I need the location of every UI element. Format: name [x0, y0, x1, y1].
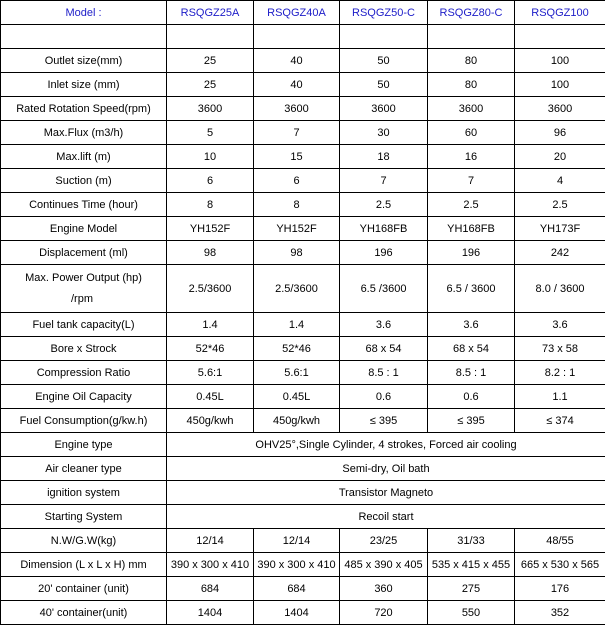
spec-label-line2: /rpm: [71, 293, 93, 305]
spec-value: 4: [515, 169, 605, 193]
spec-value: 8.2 : 1: [515, 361, 605, 385]
spec-row: [1, 49, 605, 73]
spec-value: 100: [515, 49, 605, 73]
spec-row: [1, 169, 605, 193]
blank-cell: [340, 25, 428, 49]
spec-row: [1, 409, 605, 433]
spec-value: 390 x 300 x 410: [167, 553, 254, 577]
spec-value: YH168FB: [340, 217, 428, 241]
model-name: RSQGZ50-C: [340, 1, 428, 25]
spec-value: 98: [254, 241, 340, 265]
spec-value: 3600: [254, 97, 340, 121]
spec-value: 665 x 530 x 565: [515, 553, 605, 577]
spec-value: YH173F: [515, 217, 605, 241]
spec-value: YH152F: [167, 217, 254, 241]
spec-label: ignition system: [1, 481, 167, 505]
spec-value: 1.4: [167, 313, 254, 337]
spec-label: Engine Oil Capacity: [1, 385, 167, 409]
spec-label: Continues Time (hour): [1, 193, 167, 217]
spec-value: 2.5: [340, 193, 428, 217]
spec-value: ≤ 395: [340, 409, 428, 433]
spec-value: ≤ 374: [515, 409, 605, 433]
spec-value: 360: [340, 577, 428, 601]
spec-value: 3.6: [515, 313, 605, 337]
spec-value: 8.5 : 1: [428, 361, 515, 385]
spec-row: [1, 553, 605, 577]
spec-value: 30: [340, 121, 428, 145]
spec-label: Suction (m): [1, 169, 167, 193]
spec-value-merged: Semi-dry, Oil bath: [167, 457, 605, 481]
spec-value: 68 x 54: [428, 337, 515, 361]
spec-row: [1, 265, 605, 313]
spec-value: 5: [167, 121, 254, 145]
spec-value: 450g/kwh: [254, 409, 340, 433]
spec-value: 96: [515, 121, 605, 145]
spec-value: 684: [167, 577, 254, 601]
spec-value: 1.1: [515, 385, 605, 409]
spec-value: 3.6: [340, 313, 428, 337]
spec-value: 242: [515, 241, 605, 265]
spec-value-merged: Transistor Magneto: [167, 481, 605, 505]
spec-value: 100: [515, 73, 605, 97]
spec-value: 1404: [254, 601, 340, 625]
spec-row: [1, 577, 605, 601]
spec-label: Starting System: [1, 505, 167, 529]
spec-value: 352: [515, 601, 605, 625]
blank-cell: [515, 25, 605, 49]
spec-value: ≤ 395: [428, 409, 515, 433]
spec-value: 3600: [428, 97, 515, 121]
spec-value: 5.6:1: [167, 361, 254, 385]
spec-value: 390 x 300 x 410: [254, 553, 340, 577]
spec-value: 68 x 54: [340, 337, 428, 361]
spec-value: 15: [254, 145, 340, 169]
spec-value: 196: [340, 241, 428, 265]
spec-value: 7: [428, 169, 515, 193]
spec-label: Compression Ratio: [1, 361, 167, 385]
spec-value: 60: [428, 121, 515, 145]
spec-value: 25: [167, 49, 254, 73]
spec-value: 2.5: [428, 193, 515, 217]
spec-value: YH152F: [254, 217, 340, 241]
spec-value: 52*46: [254, 337, 340, 361]
spec-label: Engine Model: [1, 217, 167, 241]
spec-label: Engine type: [1, 433, 167, 457]
spec-label: Air cleaner type: [1, 457, 167, 481]
spec-value: 0.45L: [167, 385, 254, 409]
spec-label: Displacement (ml): [1, 241, 167, 265]
spec-row-merged: [1, 505, 605, 529]
spec-value: 5.6:1: [254, 361, 340, 385]
spec-label: Max.lift (m): [1, 145, 167, 169]
spec-value: 3.6: [428, 313, 515, 337]
spec-value: 6: [254, 169, 340, 193]
spec-value: 23/25: [340, 529, 428, 553]
model-name: RSQGZ100: [515, 1, 605, 25]
spec-row: [1, 529, 605, 553]
blank-cell: [167, 25, 254, 49]
spec-row: [1, 601, 605, 625]
spec-value: 12/14: [167, 529, 254, 553]
spec-row: [1, 73, 605, 97]
spec-value: 10: [167, 145, 254, 169]
model-name: RSQGZ40A: [254, 1, 340, 25]
spec-value: 20: [515, 145, 605, 169]
spec-value: 0.45L: [254, 385, 340, 409]
model-name: RSQGZ80-C: [428, 1, 515, 25]
spec-value: 0.6: [340, 385, 428, 409]
spec-value: 3600: [340, 97, 428, 121]
model-header-label: Model :: [1, 1, 167, 25]
spec-row: [1, 97, 605, 121]
spec-row: [1, 337, 605, 361]
spec-value: 12/14: [254, 529, 340, 553]
spec-value: 485 x 390 x 405: [340, 553, 428, 577]
spec-row: [1, 193, 605, 217]
spec-value: 535 x 415 x 455: [428, 553, 515, 577]
spec-value: 98: [167, 241, 254, 265]
spec-value: 2.5/3600: [254, 265, 340, 313]
spec-value: 684: [254, 577, 340, 601]
spec-value: 52*46: [167, 337, 254, 361]
spec-value: 80: [428, 49, 515, 73]
spec-row-merged: [1, 481, 605, 505]
spec-value: 1.4: [254, 313, 340, 337]
spec-row-merged: [1, 433, 605, 457]
spec-row: [1, 385, 605, 409]
spec-value: 6.5 / 3600: [428, 265, 515, 313]
spec-row: [1, 241, 605, 265]
spec-row: [1, 313, 605, 337]
spec-value: 8.5 : 1: [340, 361, 428, 385]
spec-value: 6.5 /3600: [340, 265, 428, 313]
spec-value-merged: Recoil start: [167, 505, 605, 529]
spec-label: Max.Flux (m3/h): [1, 121, 167, 145]
spec-value: 176: [515, 577, 605, 601]
spec-label: Fuel tank capacity(L): [1, 313, 167, 337]
spec-value: 31/33: [428, 529, 515, 553]
blank-cell: [1, 25, 167, 49]
spec-label: [1, 265, 167, 313]
spec-value: 3600: [515, 97, 605, 121]
header-row: [1, 1, 605, 25]
spec-label: N.W/G.W(kg): [1, 529, 167, 553]
spec-value: 1404: [167, 601, 254, 625]
spec-value: 40: [254, 73, 340, 97]
spec-value: 48/55: [515, 529, 605, 553]
spec-value: 80: [428, 73, 515, 97]
spec-label-line1: Max. Power Output (hp): [25, 272, 142, 284]
spec-value: 2.5/3600: [167, 265, 254, 313]
spec-value: YH168FB: [428, 217, 515, 241]
spec-value: 0.6: [428, 385, 515, 409]
spec-row: [1, 361, 605, 385]
spec-label: Inlet size (mm): [1, 73, 167, 97]
spec-value: 720: [340, 601, 428, 625]
spec-value: 40: [254, 49, 340, 73]
spec-value: 50: [340, 73, 428, 97]
spec-label: 40' container(unit): [1, 601, 167, 625]
spec-value: 25: [167, 73, 254, 97]
spec-value-merged: OHV25°,Single Cylinder, 4 strokes, Forced air cooling: [167, 433, 605, 457]
spec-row: [1, 217, 605, 241]
model-name: RSQGZ25A: [167, 1, 254, 25]
spec-value: 8: [254, 193, 340, 217]
spec-value: 2.5: [515, 193, 605, 217]
spec-value: 7: [340, 169, 428, 193]
spec-value: 16: [428, 145, 515, 169]
blank-cell: [428, 25, 515, 49]
spec-value: 18: [340, 145, 428, 169]
spec-label: Outlet size(mm): [1, 49, 167, 73]
spec-label: Rated Rotation Speed(rpm): [1, 97, 167, 121]
spec-value: 3600: [167, 97, 254, 121]
spec-value: 8.0 / 3600: [515, 265, 605, 313]
spec-row: [1, 145, 605, 169]
spec-value: 7: [254, 121, 340, 145]
spec-value: 550: [428, 601, 515, 625]
spec-row-merged: [1, 457, 605, 481]
spec-value: 6: [167, 169, 254, 193]
blank-row: [1, 25, 605, 49]
spec-label: Bore x Strock: [1, 337, 167, 361]
spec-label: Fuel Consumption(g/kw.h): [1, 409, 167, 433]
spec-value: 450g/kwh: [167, 409, 254, 433]
spec-value: 196: [428, 241, 515, 265]
spec-value: 73 x 58: [515, 337, 605, 361]
spec-table-body: [1, 1, 605, 625]
spec-label: Dimension (L x L x H) mm: [1, 553, 167, 577]
spec-row: [1, 121, 605, 145]
spec-value: 275: [428, 577, 515, 601]
spec-label: 20' container (unit): [1, 577, 167, 601]
spec-value: 8: [167, 193, 254, 217]
blank-cell: [254, 25, 340, 49]
spec-value: 50: [340, 49, 428, 73]
